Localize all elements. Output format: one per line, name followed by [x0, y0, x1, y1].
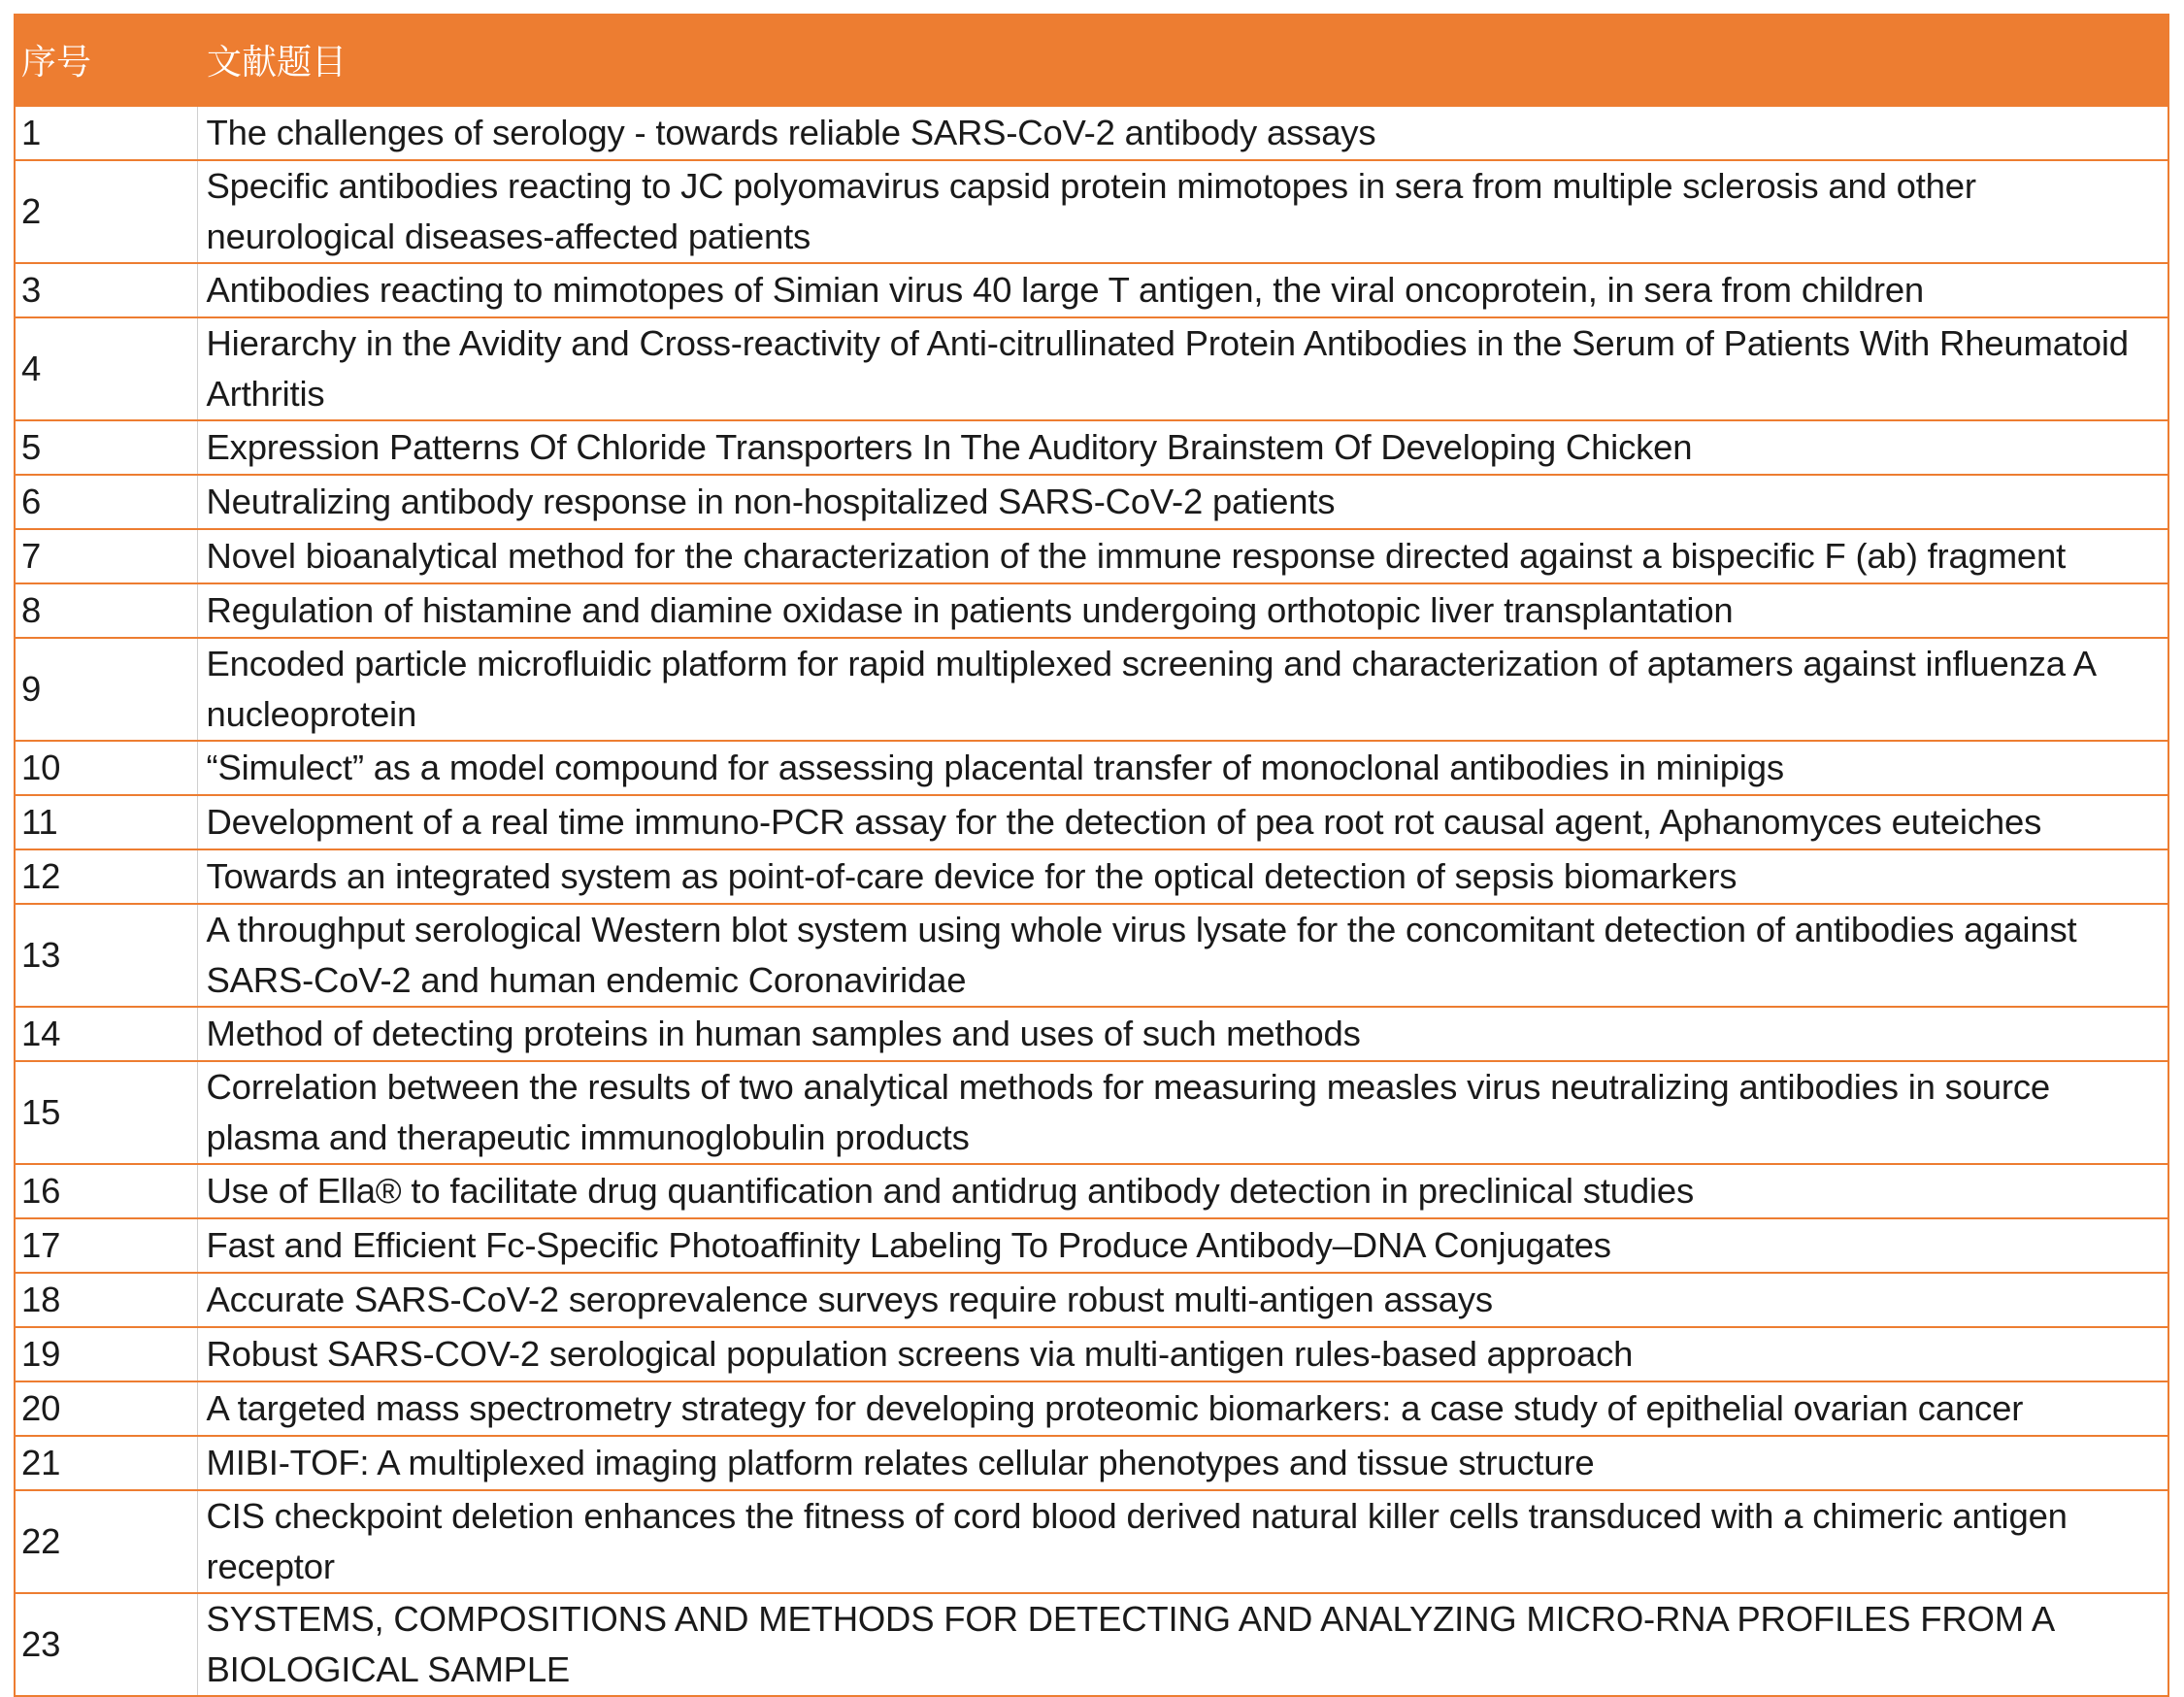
table-row [15, 1327, 2167, 1381]
table-row [15, 638, 2167, 741]
table-row [15, 795, 2167, 849]
table-row [15, 106, 2167, 160]
table-row [15, 1007, 2167, 1061]
row-title: The challenges of serology - towards reliable SARS-CoV-2 antibody assays [197, 106, 2167, 160]
row-title: Regulation of histamine and diamine oxidase in patients undergoing orthotopic liver transplantation [197, 583, 2167, 638]
table-row [15, 263, 2167, 317]
row-title: Towards an integrated system as point-of-care device for the optical detection of sepsis biomarkers [197, 849, 2167, 904]
row-title: CIS checkpoint deletion enhances the fitness of cord blood derived natural killer cells transduced with a chimeric antigen receptor [197, 1490, 2167, 1593]
header-row [15, 14, 2167, 106]
table-row [15, 583, 2167, 638]
table-row [15, 741, 2167, 795]
table-header [15, 14, 2167, 106]
row-number: 14 [15, 1007, 197, 1061]
row-number: 19 [15, 1327, 197, 1381]
row-number: 12 [15, 849, 197, 904]
row-number: 21 [15, 1436, 197, 1490]
row-number: 2 [15, 160, 197, 263]
row-number: 15 [15, 1061, 197, 1164]
row-title: Novel bioanalytical method for the characterization of the immune response directed against a bispecific F (ab) fragment [197, 529, 2167, 583]
table-row [15, 1218, 2167, 1273]
row-title: Fast and Efficient Fc-Specific Photoaffinity Labeling To Produce Antibody–DNA Conjugates [197, 1218, 2167, 1273]
row-title: Specific antibodies reacting to JC polyomavirus capsid protein mimotopes in sera from multiple sclerosis and other neurological diseases-affected patients [197, 160, 2167, 263]
row-number: 8 [15, 583, 197, 638]
row-title: Robust SARS-COV-2 serological population screens via multi-antigen rules-based approach [197, 1327, 2167, 1381]
table-row [15, 1273, 2167, 1327]
row-title: Correlation between the results of two analytical methods for measuring measles virus neutralizing antibodies in source plasma and therapeutic immunoglobulin products [197, 1061, 2167, 1164]
table-row [15, 1381, 2167, 1436]
table-row [15, 849, 2167, 904]
literature-table [14, 14, 2169, 1697]
table-row [15, 1164, 2167, 1218]
row-number: 5 [15, 420, 197, 475]
row-title: Use of Ella® to facilitate drug quantification and antidrug antibody detection in preclinical studies [197, 1164, 2167, 1218]
table-row [15, 529, 2167, 583]
table-row [15, 1436, 2167, 1490]
row-number: 4 [15, 317, 197, 420]
table-row [15, 317, 2167, 420]
row-title: Hierarchy in the Avidity and Cross-reactivity of Anti-citrullinated Protein Antibodies in the Serum of Patients With Rheumatoid Arthritis [197, 317, 2167, 420]
row-number: 6 [15, 475, 197, 529]
table-row [15, 904, 2167, 1007]
row-title: A throughput serological Western blot system using whole virus lysate for the concomitant detection of antibodies against SARS-CoV-2 and human endemic Coronaviridae [197, 904, 2167, 1007]
table-row [15, 160, 2167, 263]
table-row [15, 420, 2167, 475]
row-title: A targeted mass spectrometry strategy for developing proteomic biomarkers: a case study of epithelial ovarian cancer [197, 1381, 2167, 1436]
row-number: 22 [15, 1490, 197, 1593]
row-number: 16 [15, 1164, 197, 1218]
row-number: 9 [15, 638, 197, 741]
row-number: 23 [15, 1593, 197, 1695]
row-number: 3 [15, 263, 197, 317]
row-number: 11 [15, 795, 197, 849]
row-number: 18 [15, 1273, 197, 1327]
table-row [15, 1593, 2167, 1695]
table-body [15, 106, 2167, 1695]
row-title: Expression Patterns Of Chloride Transporters In The Auditory Brainstem Of Developing Chicken [197, 420, 2167, 475]
table-row [15, 1490, 2167, 1593]
row-number: 10 [15, 741, 197, 795]
row-title: MIBI-TOF: A multiplexed imaging platform relates cellular phenotypes and tissue structure [197, 1436, 2167, 1490]
table-row [15, 1061, 2167, 1164]
row-title: Antibodies reacting to mimotopes of Simian virus 40 large T antigen, the viral oncoprotein, in sera from children [197, 263, 2167, 317]
row-number: 13 [15, 904, 197, 1007]
row-title: Neutralizing antibody response in non-hospitalized SARS-CoV-2 patients [197, 475, 2167, 529]
row-title: Development of a real time immuno-PCR assay for the detection of pea root rot causal agent, Aphanomyces euteiches [197, 795, 2167, 849]
row-title: Encoded particle microfluidic platform for rapid multiplexed screening and characterization of aptamers against influenza A nucleoprotein [197, 638, 2167, 741]
row-title: SYSTEMS, COMPOSITIONS AND METHODS FOR DETECTING AND ANALYZING MICRO-RNA PROFILES FROM A BIOLOGICAL SAMPLE [197, 1593, 2167, 1695]
row-title: “Simulect” as a model compound for assessing placental transfer of monoclonal antibodies in minipigs [197, 741, 2167, 795]
row-number: 1 [15, 106, 197, 160]
row-number: 20 [15, 1381, 197, 1436]
row-number: 7 [15, 529, 197, 583]
column-header-title: 文献题目 [197, 14, 2167, 106]
row-title: Accurate SARS-CoV-2 seroprevalence surveys require robust multi-antigen assays [197, 1273, 2167, 1327]
literature-table-grid [14, 14, 2167, 1695]
column-header-number: 序号 [15, 14, 197, 106]
row-title: Method of detecting proteins in human samples and uses of such methods [197, 1007, 2167, 1061]
row-number: 17 [15, 1218, 197, 1273]
table-row [15, 475, 2167, 529]
